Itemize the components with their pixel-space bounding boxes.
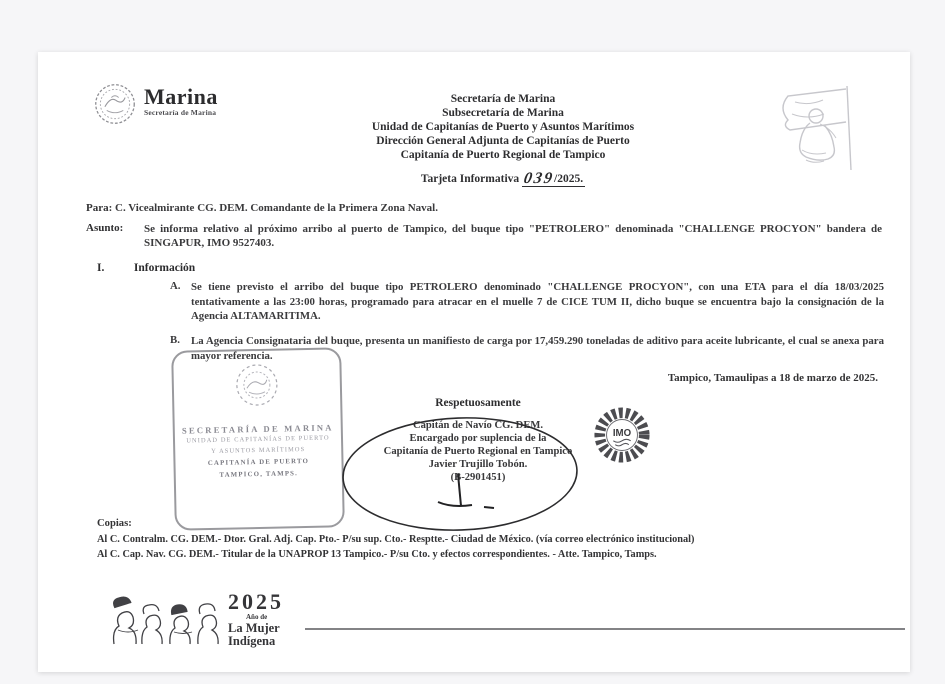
footer-anode: Año de: [246, 613, 268, 621]
asunto-label: Asunto:: [86, 222, 124, 234]
doc-number-label: Tarjeta Informativa: [420, 173, 520, 185]
section-numeral: I.: [97, 262, 105, 274]
para-label: Para:: [86, 202, 113, 214]
rubber-stamp: [171, 347, 345, 531]
letterhead-line-3: Unidad de Capitanías de Puerto y Asuntos Marítimos: [371, 121, 635, 133]
doc-number-handwritten: 039: [522, 170, 556, 187]
stamp-line-2: UNIDAD DE CAPITANÍAS DE PUERTO: [186, 434, 330, 445]
signature-rank: Capitán de Navío CG. DEM.: [412, 420, 544, 431]
marina-sub-text: Secretaría de Marina: [144, 108, 217, 117]
document-page: [38, 52, 910, 672]
section-heading: [97, 262, 195, 274]
item-a-letter: A.: [170, 280, 181, 292]
signature-block: [326, 419, 630, 484]
copias-block: [97, 518, 887, 562]
doc-number-suffix: /2025.: [554, 173, 584, 185]
imo-logo-text: IMO: [612, 427, 632, 439]
stamp-line-5: TAMPICO, TAMPS.: [219, 470, 299, 479]
signature-id: (B-2901451): [450, 472, 506, 483]
footer-logo-text: [228, 591, 284, 648]
stamp-seal-icon: [231, 397, 283, 415]
signature-role-1: Encargado por suplencia de la: [409, 433, 547, 444]
section-title: Información: [133, 262, 196, 274]
doc-number-value: [522, 170, 585, 187]
letterhead-line-4: Dirección General Adjunta de Capitanías de Puerto: [376, 135, 630, 147]
stamp-line-1: SECRETARÍA DE MARINA: [181, 422, 334, 436]
footer-rule: [305, 628, 905, 630]
dateline: Tampico, Tamaulipas a 18 de marzo de 2025.: [667, 372, 878, 384]
copias-line-1: Al C. Contralm. CG. DEM.- Dtor. Gral. Adj. Cap. Pto.- P/su sup. Cto.- Resptte.- Ciudad de México. (vía correo electrónico institucional): [97, 534, 695, 545]
marina-logo: [93, 82, 218, 131]
indigenous-women-sketch-icon: [108, 586, 220, 653]
footer-year: 2025: [228, 589, 284, 614]
footer-year-logo: [108, 586, 284, 653]
stamp-line-3: Y ASUNTOS MARÍTIMOS: [211, 445, 306, 455]
marina-brand-text: Marina: [144, 84, 218, 109]
doc-number-line: [288, 169, 718, 187]
signature-salutation: Respetuosamente: [435, 397, 521, 409]
asunto-text: Se informa relativo al próximo arribo al puerto de Tampico, del buque tipo "PETROLERO" denominada "CHALLENGE PROCYON" bandera de SINGAPUR, IMO 9527403.: [144, 223, 882, 249]
flag-bearer-sketch-icon: [750, 80, 865, 180]
item-a-text: Se tiene previsto el arribo del buque tipo PETROLERO denominado "CHALLENGE PROCYON", con una ETA para el día 18/03/2025 tentativamente a las 23:00 horas, programado para atracar en el muelle 7 de CICE TUM II, dicho buque se encuentra bajo la consignación de la Agencia ALTAMARITIMA.: [191, 281, 884, 322]
letterhead: [288, 92, 718, 162]
letterhead-line-2: Subsecretaría de Marina: [442, 107, 564, 119]
footer-line-2: La Mujer: [228, 621, 280, 635]
stamp-line-4: CAPITANÍA DE PUERTO: [207, 457, 310, 468]
marina-wordmark: [144, 82, 218, 117]
para-line: [86, 202, 886, 214]
letterhead-line-5: Capitanía de Puerto Regional de Tampico: [400, 149, 606, 161]
footer-line-3: Indígena: [228, 634, 276, 648]
copias-label: Copias:: [97, 518, 132, 529]
item-a: [170, 280, 884, 324]
copias-line-2: Al C. Cap. Nav. CG. DEM.- Titular de la UNAPROP 13 Tampico.- P/su Cto. y efectos correspondientes. - Atte. Tampico, Tamps.: [97, 549, 657, 560]
para-text: C. Vicealmirante CG. DEM. Comandante de la Primera Zona Naval.: [115, 202, 438, 214]
item-b-letter: B.: [170, 334, 180, 346]
signature-role-2: Capitanía de Puerto Regional en Tampico: [383, 446, 573, 457]
item-b-text: La Agencia Consignataria del buque, presenta un manifiesto de carga por 17,459.290 toneladas de aditivo para aceite lubricante, el cual se anexa para mayor referencia.: [191, 335, 884, 362]
letterhead-line-1: Secretaría de Marina: [450, 93, 556, 105]
asunto-row: [86, 222, 886, 250]
signature-name: Javier Trujillo Tobón.: [428, 459, 528, 470]
marina-seal-icon: [93, 82, 137, 131]
imo-logo-icon: [593, 406, 651, 469]
